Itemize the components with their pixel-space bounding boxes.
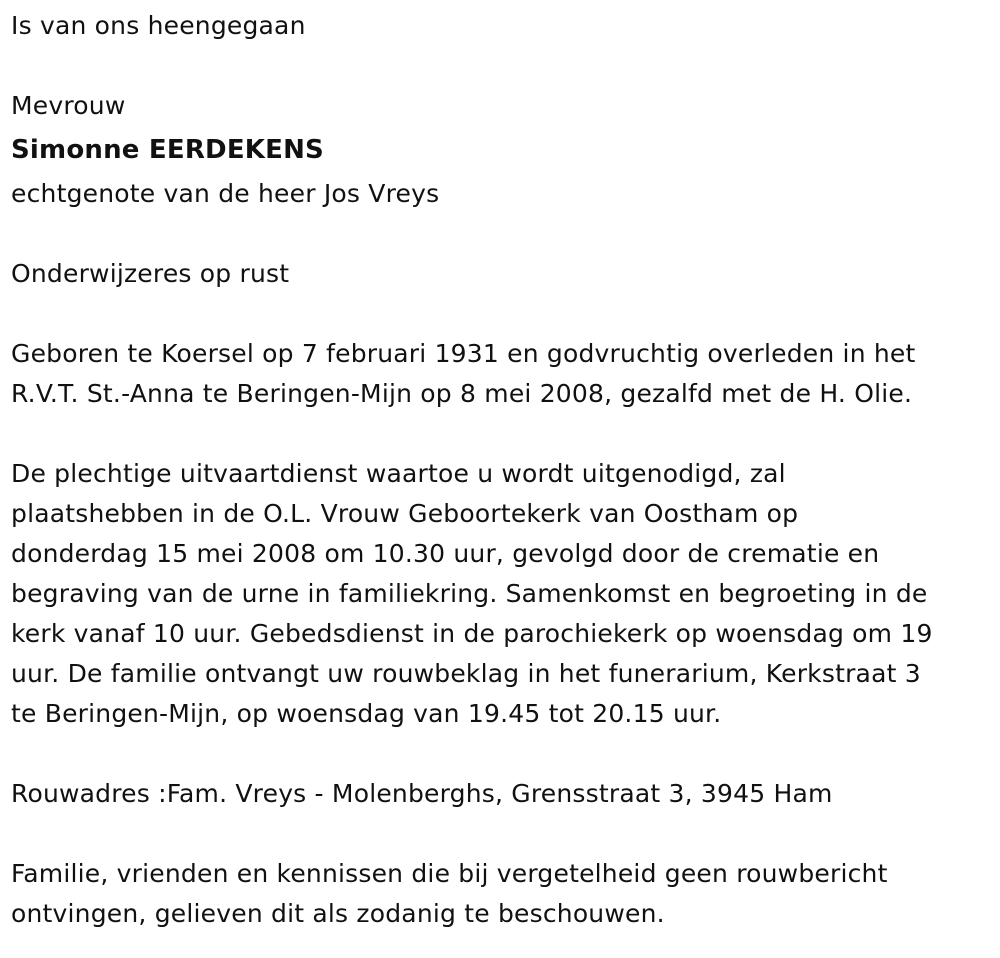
birth-death-line: R.V.T. St.-Anna te Beringen-Mijn op 8 mei 2008, gezalfd met de H. Olie.	[11, 379, 913, 408]
title-prefix: Mevrouw	[11, 91, 126, 120]
obituary-notice	[11, 6, 991, 934]
spacer	[11, 734, 991, 774]
funeral-line: kerk vanaf 10 uur. Gebedsdienst in de parochiekerk op woensdag om 19	[11, 619, 933, 648]
occupation-text: Onderwijzeres op rust	[11, 259, 290, 288]
funeral-line: uur. De familie ontvangt uw rouwbeklag in het funerarium, Kerkstraat 3	[11, 659, 921, 688]
deceased-name: Simonne EERDEKENS	[11, 135, 324, 165]
spacer	[11, 214, 991, 254]
closing-line: Familie, vrienden en kennissen die bij vergetelheid geen rouwbericht	[11, 859, 888, 888]
funeral-line: De plechtige uitvaartdienst waartoe u wordt uitgenodigd, zal	[11, 459, 786, 488]
intro-text: Is van ons heengegaan	[11, 11, 306, 40]
spacer	[11, 46, 991, 86]
mourning-address: Rouwadres :Fam. Vreys - Molenberghs, Grensstraat 3, 3945 Ham	[11, 779, 833, 808]
spacer	[11, 414, 991, 454]
closing-line: ontvingen, gelieven dit als zodanig te beschouwen.	[11, 899, 665, 928]
funeral-line: te Beringen-Mijn, op woensdag van 19.45 tot 20.15 uur.	[11, 699, 722, 728]
spacer	[11, 294, 991, 334]
funeral-line: begraving van de urne in familiekring. Samenkomst en begroeting in de	[11, 579, 928, 608]
birth-death-line: Geboren te Koersel op 7 februari 1931 en godvruchtig overleden in het	[11, 339, 916, 368]
funeral-line: plaatshebben in de O.L. Vrouw Geboortekerk van Oostham op	[11, 499, 799, 528]
spouse-text: echtgenote van de heer Jos Vreys	[11, 179, 440, 208]
funeral-line: donderdag 15 mei 2008 om 10.30 uur, gevolgd door de crematie en	[11, 539, 880, 568]
spacer	[11, 814, 991, 854]
